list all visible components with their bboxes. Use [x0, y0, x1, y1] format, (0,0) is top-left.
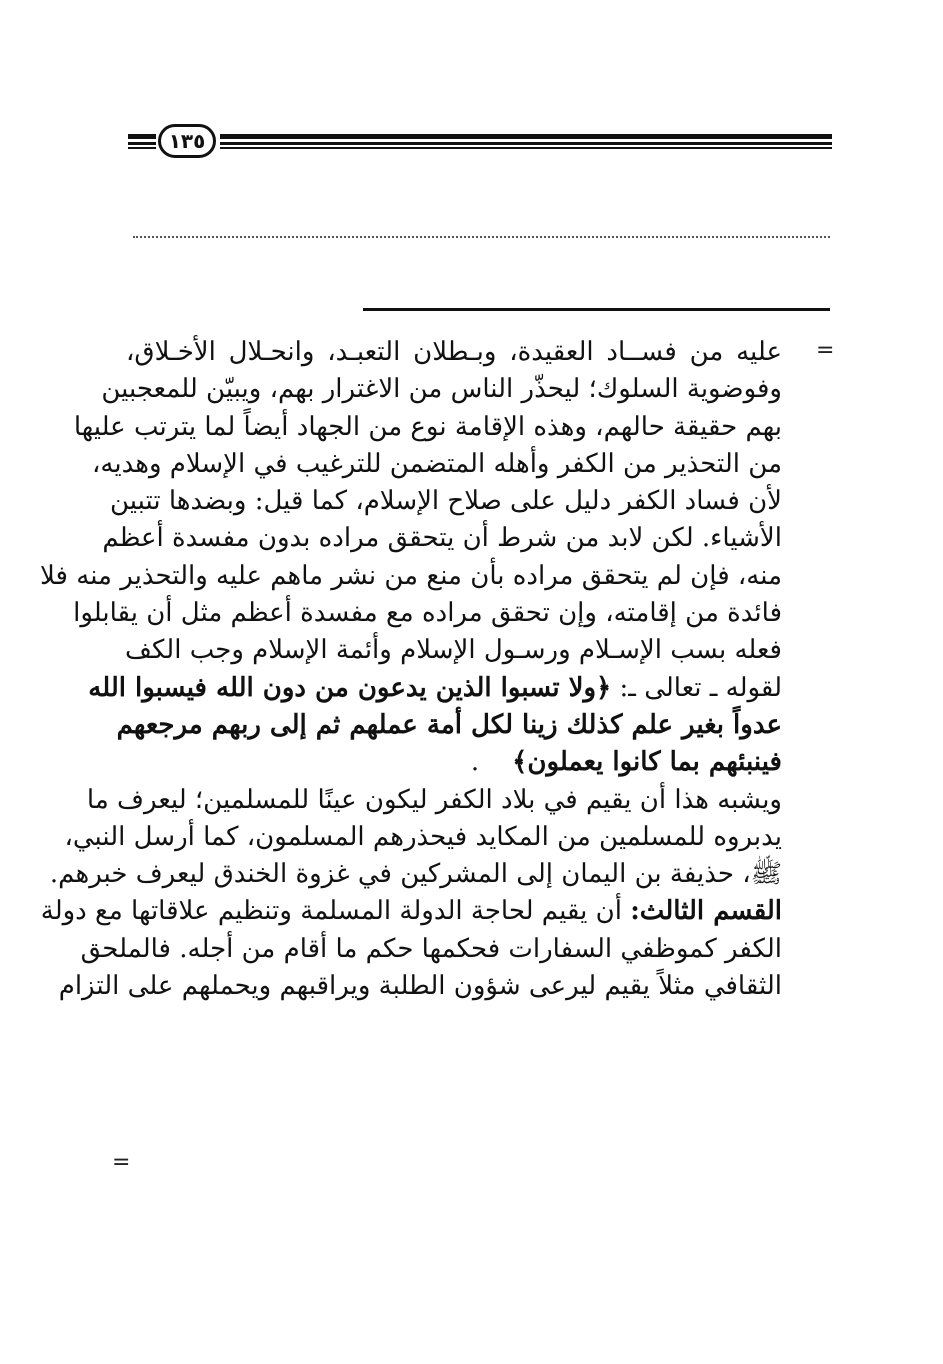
text-line: الثقافي مثلاً يقيم ليرعى شؤون الطلبة ويراقبهم ويحملهم على التزام [58, 971, 782, 1002]
section-title: القسم الثالث: [630, 896, 782, 927]
text-line: ويشبه هذا أن يقيم في بلاد الكفر ليكون عينًا للمسلمين؛ ليعرف ما [86, 784, 782, 815]
dotted-separator [133, 236, 830, 238]
text-line: وفوضوية السلوك؛ ليحذّر الناس من الاغترار بهم، ويبيّن للمعجبين [101, 374, 782, 405]
quran-verse-line: عدواً بغير علم كذلك زينا لكل أمة عملهم ثم إلى ربهم مرجعهم [116, 709, 782, 740]
text-line: منه، فإن لم يتحقق مراده بأن منع من نشر ماهم عليه والتحذير منه فلا [40, 560, 782, 591]
verse-end-line [126, 744, 782, 781]
text-line: عليه من فســاد العقيدة، وبـطلان التعبـد، وانحـلال الأخـلاق، [126, 337, 782, 367]
text-line: الأشياء. لكن لابد من شرط أن يتحقق مراده بدون مفسدة أعظم [102, 523, 782, 554]
text-line: الكفر كموظفي السفارات فحكمها حكم ما أقام من أجله. فالملحق [80, 933, 782, 964]
footnote-rule [363, 308, 830, 311]
verse-period: . [470, 747, 480, 778]
text-line: لأن فساد الكفر دليل على صلاح الإسلام، كما قيل: وبضدها تتبين [110, 486, 782, 517]
quran-verse-end: فينبئهم بما كانوا يعملون﴾ [512, 747, 782, 778]
text-line: من التحذير من الكفر وأهله المتضمن للترغيب في الإسلام وهديه، [92, 448, 782, 479]
page-header [128, 122, 832, 162]
text-line: فائدة من إقامته، وإن تحقق مراده مع مفسدة أعظم مثل أن يقابلوا [73, 598, 782, 629]
continuation-marker-bottom: = [112, 1150, 131, 1175]
continuation-marker-top: = [816, 338, 835, 363]
header-rule-right [220, 134, 832, 149]
section-line [40, 893, 782, 930]
header-rule-left [128, 134, 156, 149]
text-line: يدبروه للمسلمين من المكايد فيحذرهم المسلمون، كما أرسل النبي، [64, 821, 782, 852]
section-text: أن يقيم لحاجة الدولة المسلمة وتنظيم علاقاتها مع دولة [40, 896, 622, 927]
verse-intro: لقوله ـ تعالى ـ: [619, 672, 782, 703]
verse-line [88, 670, 782, 707]
text-line: بهم حقيقة حالهم، وهذه الإقامة نوع من الجهاد أيضاً لما يترتب عليها [73, 411, 782, 442]
footnote-text [40, 334, 782, 1005]
page-number: ١٣٥ [158, 124, 216, 158]
text-line: فعله بسب الإسـلام ورسـول الإسلام وأئمة الإسلام وجب الكف [125, 635, 782, 666]
text-line: ﷺ، حذيفة بن اليمان إلى المشركين في غزوة الخندق ليعرف خبرهم. [49, 859, 782, 890]
quran-verse: ﴿ولا تسبوا الذين يدعون من دون الله فيسبوا الله [88, 672, 612, 703]
